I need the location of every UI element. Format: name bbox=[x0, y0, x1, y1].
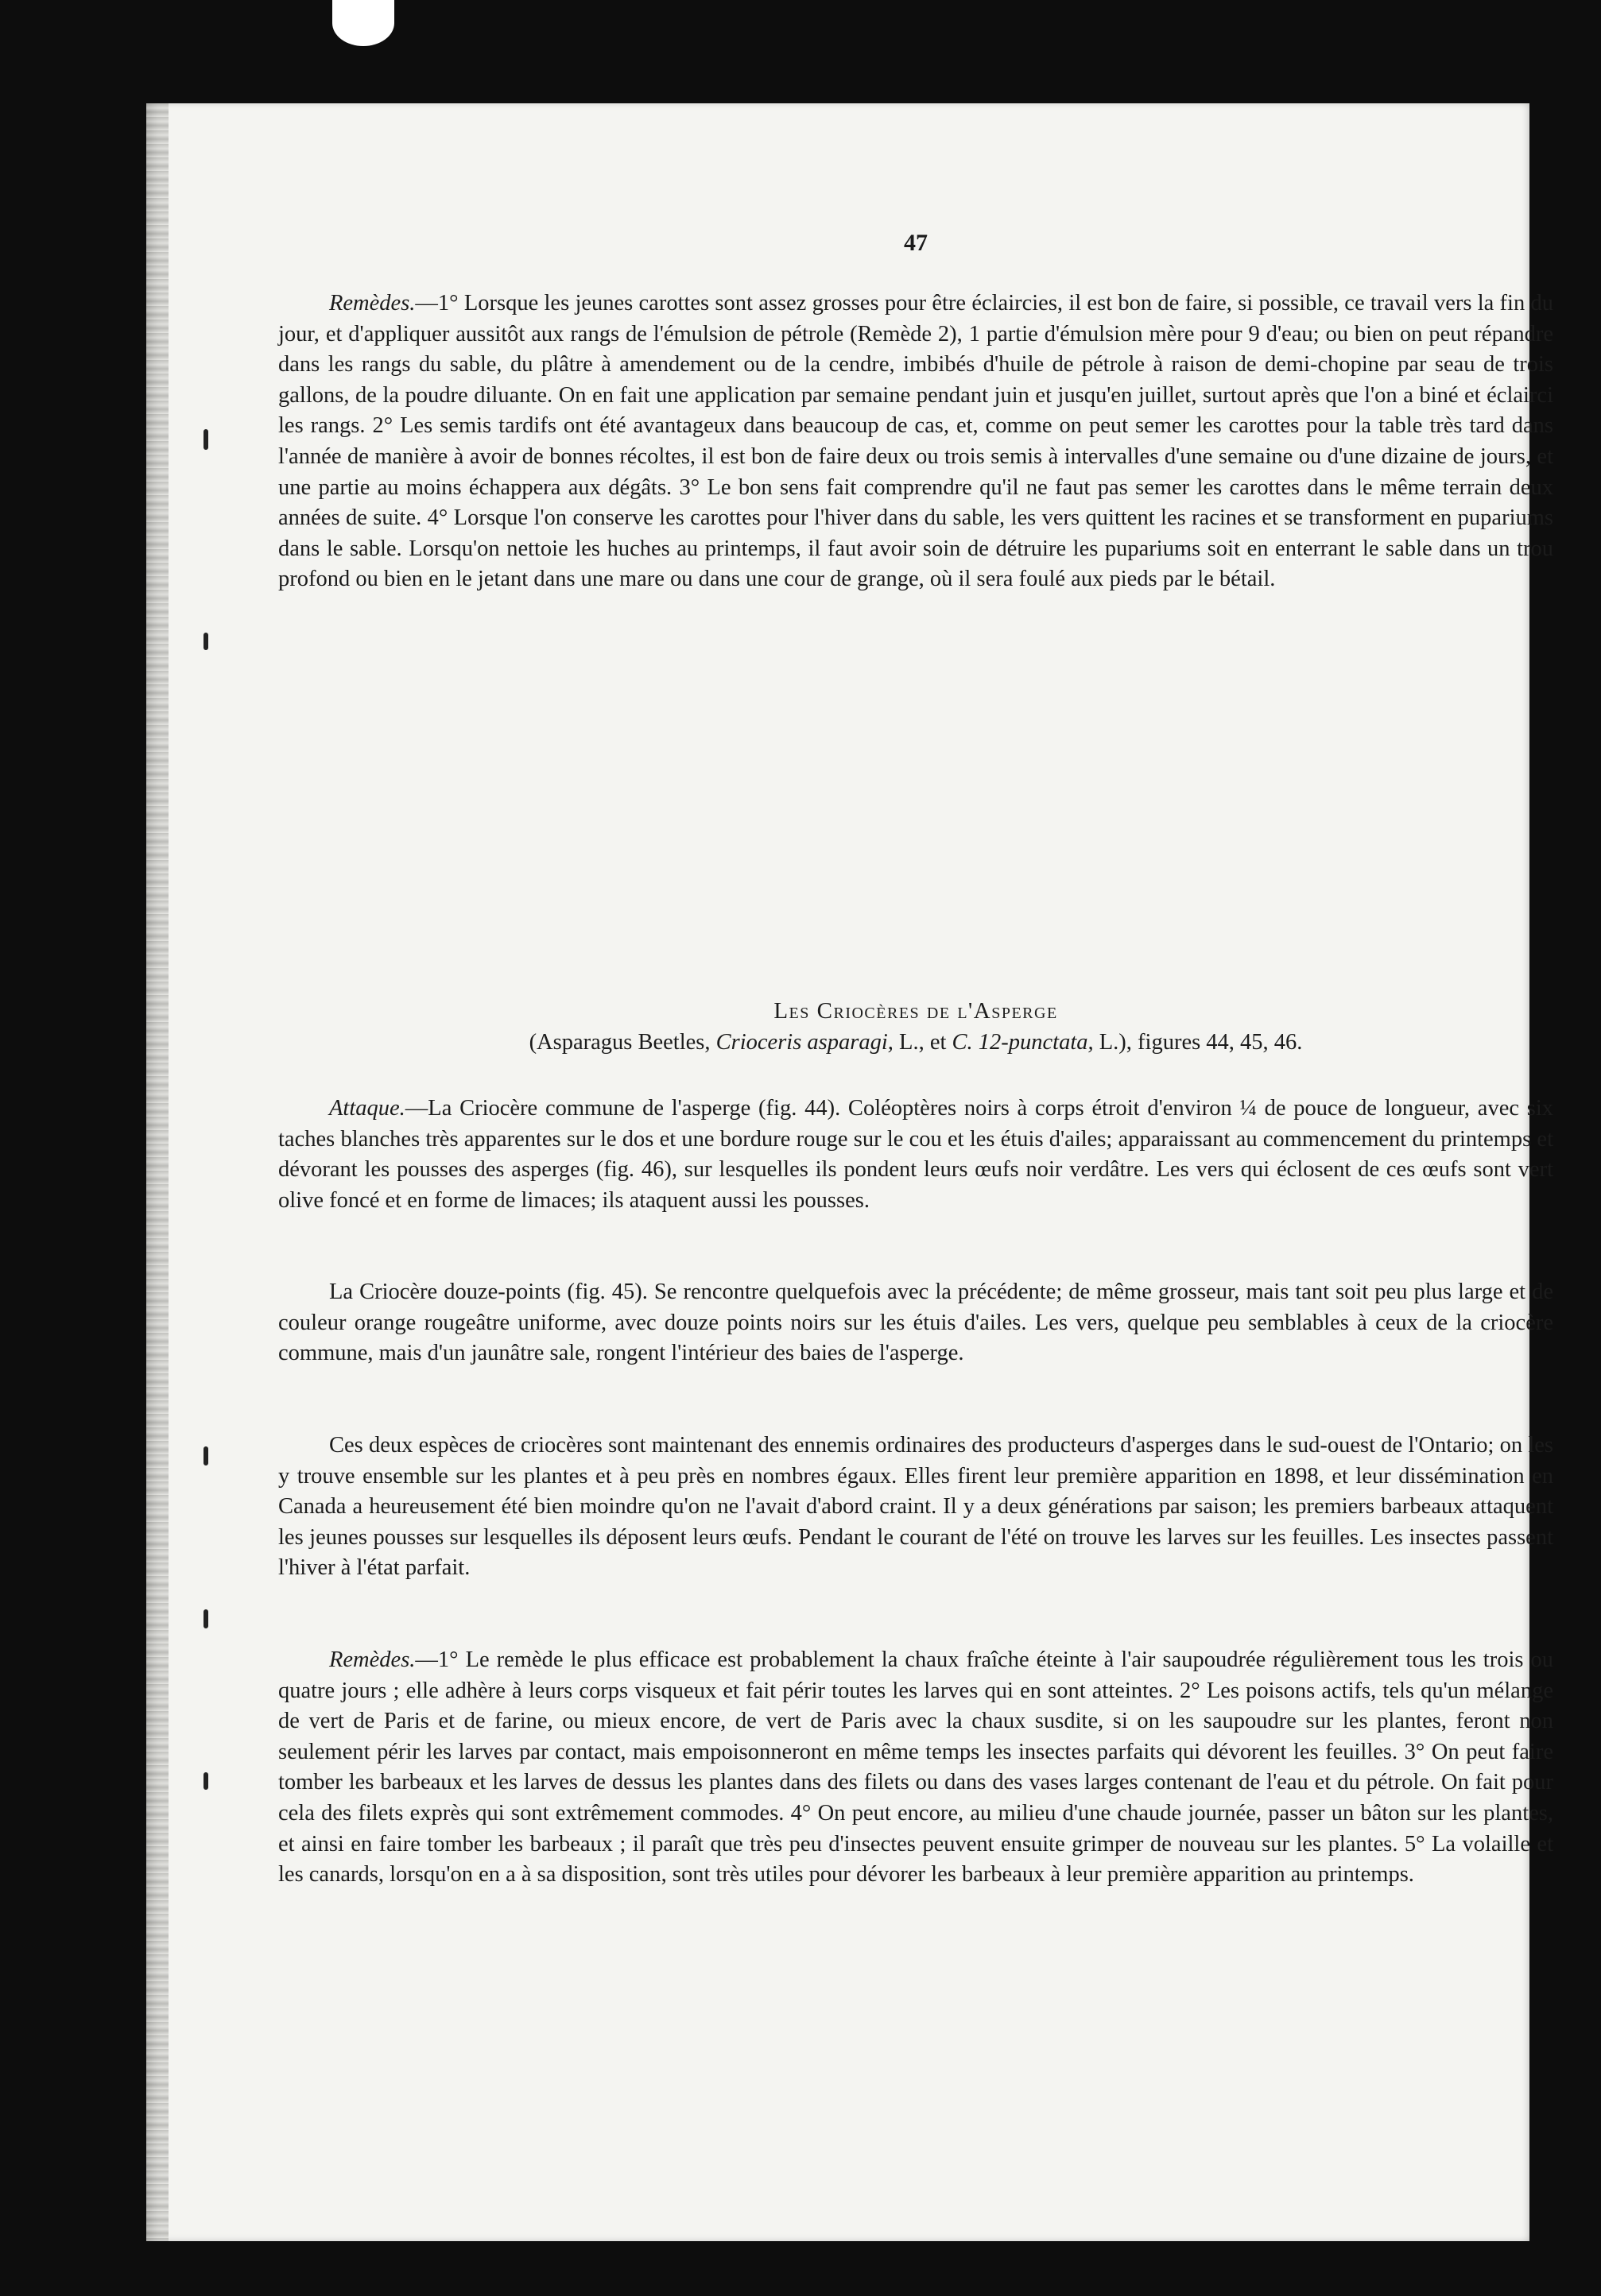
species-name: Crioceris asparagi, bbox=[715, 1030, 894, 1055]
attaque-lead: Attaque. bbox=[329, 1096, 405, 1121]
margin-mark bbox=[204, 1772, 208, 1790]
attaque-text: —La Criocère commune de l'asperge (fig. 44). Coléoptères noirs à corps étroit d'environ ¼ de pouce de longueur, avec six taches blanches très apparentes sur le dos et une bordure rouge sur le cou et les étuis d'ailes; apparaissant au commencement du printemps et dévorant les pousses des asperges (fig. 46), sur lesquelles ils pondent leurs œufs noir verdâtre. Les vers qui éclosent de ces œufs sont vert olive foncé et en forme de limaces; ils ataquent aussi les pousses. bbox=[278, 1096, 1553, 1213]
margin-mark bbox=[204, 1609, 208, 1628]
subheading-part: (Asparagus Beetles, bbox=[529, 1030, 716, 1055]
remedes-lead: Remèdes. bbox=[329, 291, 416, 316]
page-number: 47 bbox=[904, 230, 928, 256]
paragraph-remedes-carottes bbox=[278, 288, 1553, 595]
margin-mark bbox=[204, 633, 208, 650]
scan-hole-mark bbox=[332, 0, 394, 46]
paragraph-remedes-asperge bbox=[278, 1645, 1553, 1891]
species-name: C. 12-punctata, bbox=[952, 1030, 1094, 1055]
section-heading: Les Criocères de l'Asperge bbox=[773, 998, 1058, 1024]
paragraph-deux-especes: Ces deux espèces de criocères sont maintenant des ennemis ordinaires des producteurs d'asperges dans le sud-ouest de l'Ontario; on les y trouve ensemble sur les plantes et à peu près en nombres égaux. Elles firent leur première apparition en 1898, et leur dissémination en Canada a heureusement été bien moindre qu'on ne l'avait d'abord craint. Il y a deux générations par saison; les premiers barbeaux attaquent les jeunes pousses sur lesquelles ils déposent leurs œufs. Pendant le courant de l'été on trouve les larves sur les feuilles. Les insectes passent l'hiver à l'état parfait. bbox=[278, 1433, 1553, 1581]
paragraph-attaque bbox=[278, 1094, 1553, 1216]
remedes-lead: Remèdes. bbox=[329, 1647, 416, 1672]
paragraph-criocere-douze-points: La Criocère douze-points (fig. 45). Se rencontre quelquefois avec la précédente; de même grosseur, mais tant soit peu plus large et de couleur orange rougeâtre uniforme, avec douze points noirs sur les étuis d'ailes. Les vers, quelque peu semblables à ceux de la criocère commune, mais d'un jaunâtre sale, rongent l'intérieur des baies de l'asperge. bbox=[278, 1280, 1553, 1366]
scanned-page bbox=[146, 103, 1553, 2241]
remedes-text: —1° Le remède le plus efficace est probablement la chaux fraîche éteinte à l'air saupoudrée régulièrement tous les trois ou quatre jours ; elle adhère à leurs corps visqueux et fait périr toutes les larves qui en sont atteintes. 2° Les poisons actifs, tels qu'un mélange de vert de Paris et de farine, ou mieux encore, de vert de Paris avec la chaux susdite, si on les saupoudre sur les plantes, feront non seulement périr les larves par contact, mais empoisonneront en même temps les insectes parfaits qui dévorent les feuilles. 3° On peut faire tomber les barbeaux et les larves de dessus les plantes dans des filets ou dans des vases larges contenant de l'eau et du pétrole. On fait pour cela des filets exprès qui sont extrêmement commodes. 4° On peut encore, au milieu d'une chaude journée, passer un bâton sur les plantes, et ainsi en faire tomber les barbeaux ; il paraît que très peu d'insectes peuvent ensuite grimper de nouveau sur les plantes. 5° La volaille et les canards, lorsqu'on en a à sa disposition, sont très utiles pour dévorer les barbeaux à leur première apparition au printemps. bbox=[278, 1647, 1553, 1888]
page-gutter-shadow bbox=[146, 103, 169, 2241]
margin-mark bbox=[204, 429, 208, 450]
remedes-text: —1° Lorsque les jeunes carottes sont assez grosses pour être éclaircies, il est bon de faire, si possible, ce travail vers la fin du jour, et d'appliquer aussitôt aux rangs de l'émulsion de pétrole (Remède 2), 1 partie d'émulsion mère pour 9 d'eau; ou bien on peut répandre dans les rangs du sable, du plâtre à amendement ou de la cendre, imbibés d'huile de pétrole à raison de demi-chopine par seau de trois gallons, de la poudre diluante. On en fait une application par semaine pendant juin et jusqu'en juillet, surtout après que l'on a biné et éclairci les rangs. 2° Les semis tardifs ont été avantageux dans beaucoup de cas, et, comme on peut semer les carottes pour la table très tard dans l'année de manière à avoir de bonnes récoltes, il est bon de faire deux ou trois semis à intervalles d'une semaine ou d'une dizaine de jours, et une partie au moins échappera aux dégâts. 3° Le bon sens fait comprendre qu'il ne faut pas semer les carottes dans le même terrain deux années de suite. 4° Lorsque l'on conserve les carottes pour l'hiver dans du sable, les vers quittent les racines et se transforment en pupariums dans le sable. Lorsqu'on nettoie les huches au printemps, il faut avoir soin de détruire les pupariums soit en enterrant le sable dans un trou profond ou bien en le jetant dans une mare ou dans une cour de grange, où il sera foulé aux pieds par le bétail. bbox=[278, 291, 1553, 592]
margin-mark bbox=[204, 1446, 208, 1465]
subheading-part: L.), figures 44, 45, 46. bbox=[1093, 1030, 1303, 1055]
subheading-part: L., et bbox=[893, 1030, 952, 1055]
section-subheading bbox=[278, 1028, 1553, 1059]
